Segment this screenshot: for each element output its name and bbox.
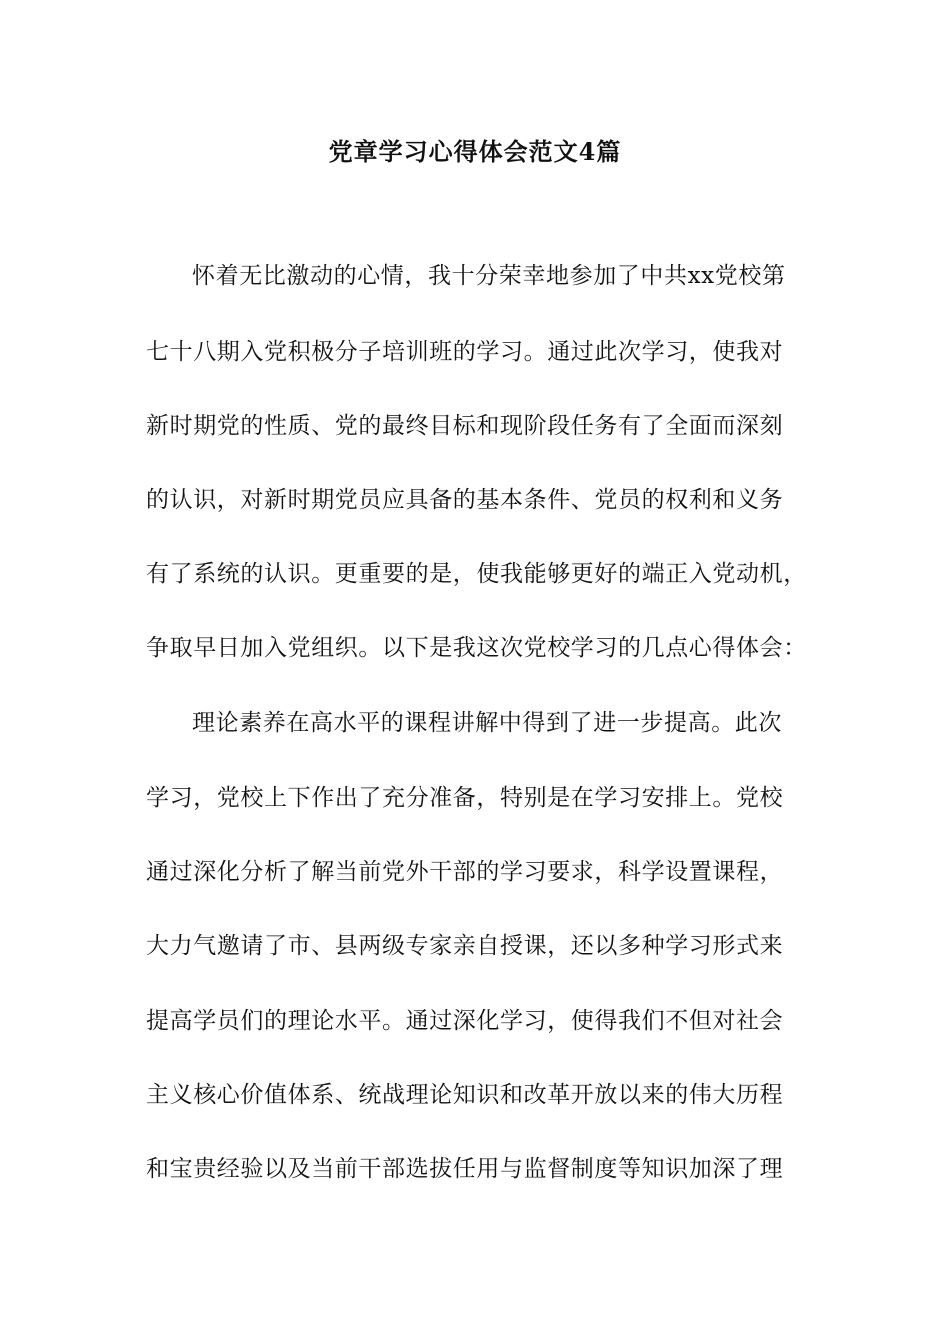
paragraph-2-line-6: 主义核心价值体系、统战理论知识和改革开放以来的伟大历程 [146, 1082, 784, 1108]
paragraph-1-line-6: 争取早日加入党组织。以下是我这次党校学习的几点心得体会： [146, 635, 807, 661]
paragraph-1-line-5: 有了系统的认识。更重要的是，使我能够更好的端正入党动机， [146, 561, 807, 587]
paragraph-2-line-3: 通过深化分析了解当前党外干部的学习要求，科学设置课程， [146, 859, 784, 885]
paragraph-1-line-4: 的认识，对新时期党员应具备的基本条件、党员的权利和义务 [146, 487, 784, 513]
paragraph-1-line-2: 七十八期入党积极分子培训班的学习。通过此次学习，使我对 [146, 339, 784, 365]
paragraph-2-line-5: 提高学员们的理论水平。通过深化学习，使得我们不但对社会 [146, 1008, 784, 1034]
paragraph-1-line-3: 新时期党的性质、党的最终目标和现阶段任务有了全面而深刻 [146, 413, 784, 439]
paragraph-2-line-4: 大力气邀请了市、县两级专家亲自授课，还以多种学习形式来 [146, 933, 784, 959]
paragraph-2-line-7: 和宝贵经验以及当前干部选拔任用与监督制度等知识加深了理 [146, 1156, 784, 1182]
paragraph-2-line-2: 学习，党校上下作出了充分准备，特别是在学习安排上。党校 [146, 785, 784, 811]
paragraph-2-line-1: 理论素养在高水平的课程讲解中得到了进一步提高。此次 [192, 710, 782, 736]
document-title: 党章学习心得体会范文4篇 [328, 137, 622, 166]
paragraph-1-line-1: 怀着无比激动的心情，我十分荣幸地参加了中共xx党校第 [192, 263, 786, 289]
